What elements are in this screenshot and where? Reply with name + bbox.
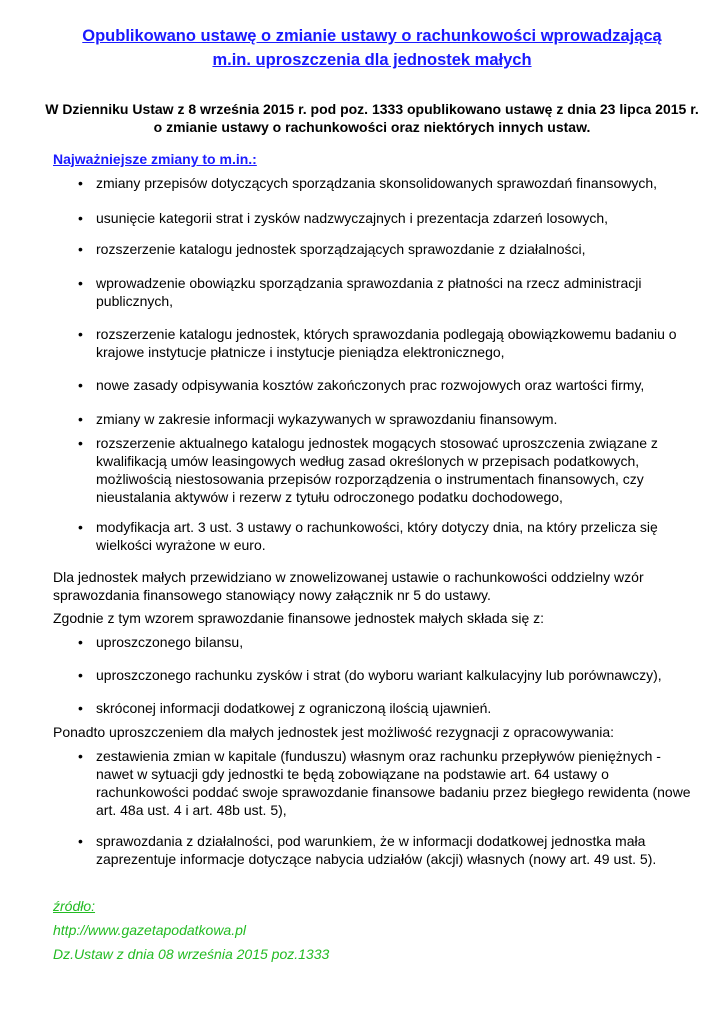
source-url[interactable]: http://www.gazetapodatkowa.pl (53, 922, 247, 938)
list-item: • skróconej informacji dodatkowej z ograniczoną ilością ujawnień. (0, 699, 724, 717)
list-item: • zmiany w zakresie informacji wykazywanych w sprawozdaniu finansowym. (0, 410, 724, 428)
list-item: • wprowadzenie obowiązku sporządzania sprawozdania z płatności na rzecz administracji publicznych, (0, 274, 724, 310)
document-title (40, 24, 704, 72)
list-item: • rozszerzenie aktualnego katalogu jednostek mogących stosować uproszczenia związane z kwalifikacją umów leasingowych według zasad określonych w przepisach podatkowych, możliwością niestosowania przepisów rozporządzenia o instrumentach finansowych, czy nieustalania aktywów i rezerw z tytułu odroczonego podatku dochodowego, (0, 434, 724, 506)
list-item: • sprawozdania z działalności, pod warunkiem, że w informacji dodatkowej jednostka mała zaprezentuje informacje dotyczące nabycia udziałów (akcji) własnych (nowy art. 49 ust. 5). (0, 832, 724, 868)
intro-paragraph: W Dzienniku Ustaw z 8 września 2015 r. pod poz. 1333 opublikowano ustawę z dnia 23 lipca 2015 r. o zmianie ustawy o rachunkowości oraz niektórych innych ustaw. (45, 101, 699, 135)
source-label: źródło: (53, 898, 96, 914)
list-item: • modyfikacja art. 3 ust. 3 ustawy o rachunkowości, który dotyczy dnia, na który przelicza się wielkości wyrażone w euro. (0, 518, 724, 554)
list-item: • rozszerzenie katalogu jednostek, których sprawozdania podlegają obowiązkowemu badaniu o krajowe instytucje płatnicze i instytucje pieniądza elektronicznego, (0, 325, 724, 361)
small-units-paragraph-2: Zgodnie z tym wzorem sprawozdanie finansowe jednostek małych składa się z: (53, 610, 545, 626)
small-units-paragraph-1: Dla jednostek małych przewidziano w znowelizowanej ustawie o rachunkowości oddzielny wzór sprawozdania finansowego stanowiący nowy załącznik nr 5 do ustawy. (53, 569, 644, 603)
list-item: • zmiany przepisów dotyczących sporządzania skonsolidowanych sprawozdań finansowych, (0, 174, 724, 192)
list-item: • uproszczonego rachunku zysków i strat (do wyboru wariant kalkulacyjny lub porównawczy), (0, 666, 724, 684)
title-line-2: m.in. uproszczenia dla jednostek małych (212, 51, 532, 69)
changes-heading: Najważniejsze zmiany to m.in.: (53, 151, 257, 167)
list-item: • rozszerzenie katalogu jednostek sporządzających sprawozdanie z działalności, (0, 240, 724, 258)
list-item: • nowe zasady odpisywania kosztów zakończonych prac rozwojowych oraz wartości firmy, (0, 376, 724, 394)
title-line-1: Opublikowano ustawę o zmianie ustawy o rachunkowości wprowadzającą (82, 27, 662, 45)
small-units-paragraph-3: Ponadto uproszczeniem dla małych jednostek jest możliwość rezygnacji z opracowywania: (53, 724, 615, 740)
list-item: • zestawienia zmian w kapitale (funduszu) własnym oraz rachunku przepływów pieniężnych - nawet w sytuacji gdy jednostki te będą zobowiązane na podstawie art. 64 ustawy o rachunkowości poddać swoje sprawozdanie finansowe badaniu przez biegłego rewidenta (nowe art. 48a ust. 4 i art. 48b ust. 5), (0, 747, 724, 819)
list-item: • uproszczonego bilansu, (0, 633, 724, 651)
list-item: • usunięcie kategorii strat i zysków nadzwyczajnych i prezentacja zdarzeń losowych, (0, 209, 724, 227)
source-reference: Dz.Ustaw z dnia 08 września 2015 poz.1333 (53, 946, 330, 962)
